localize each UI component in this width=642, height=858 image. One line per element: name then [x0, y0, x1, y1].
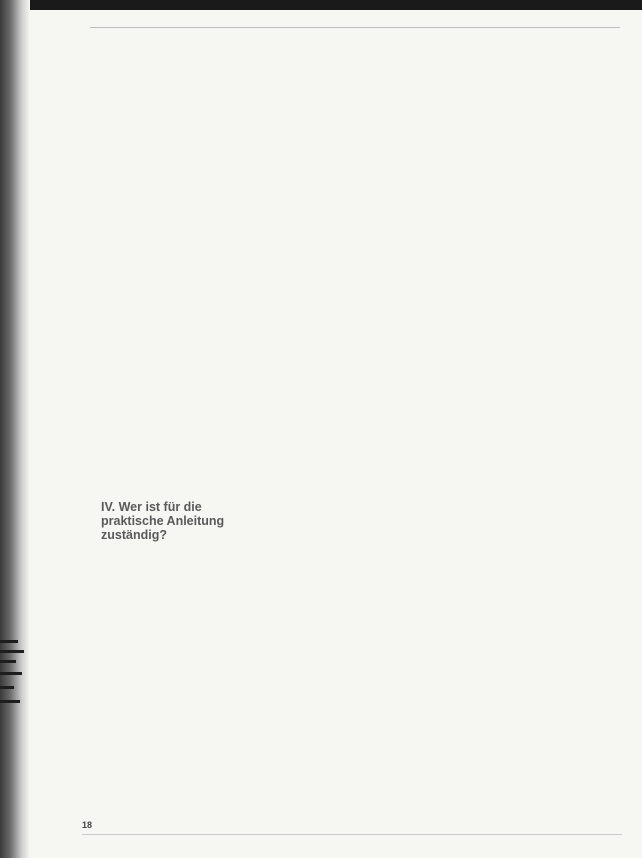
- header-rule: [90, 27, 620, 28]
- page-number: 18: [82, 820, 93, 830]
- footer-rule: [82, 834, 622, 835]
- edge-mark: [0, 672, 22, 675]
- edge-mark: [0, 650, 24, 653]
- section-heading: IV. Wer ist für die praktische Anleitung zuständig?: [101, 500, 225, 542]
- edge-mark: [0, 660, 16, 663]
- column-2: [282, 34, 432, 804]
- running-header: [90, 16, 620, 26]
- page-edge-shadow: [0, 0, 30, 858]
- column-3: [461, 34, 611, 804]
- scan-top-band: [0, 0, 642, 10]
- edge-mark: [0, 700, 20, 703]
- column-1: [101, 34, 251, 804]
- edge-mark: [0, 640, 18, 643]
- edge-mark: [0, 686, 14, 689]
